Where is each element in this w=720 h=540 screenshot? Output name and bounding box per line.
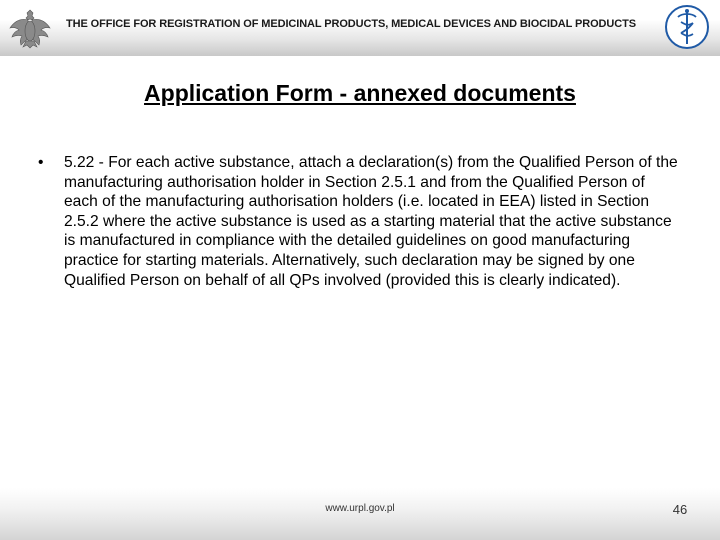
footer-bar: [0, 488, 720, 540]
bullet-dot: •: [38, 154, 44, 171]
polish-eagle-emblem-icon: [6, 4, 54, 52]
slide-title: Application Form - annexed documents: [144, 80, 576, 106]
caduceus-logo-icon: [664, 4, 710, 50]
footer-url: www.urpl.gov.pl: [325, 503, 395, 514]
bullet-text: 5.22 - For each active substance, attach a declaration(s) from the Qualified Person of the manufacturing authorisation holder in Section 2.5.1 and from the Qualified Person of each of the manufacturing authorisation holders (i.e. located in EEA) listed in Section 2.5.2 where the active substance is used as a starting material that the active substance is manufactured in compliance with the detailed guidelines on good manufacturing practice for starting materials. Alternatively, such declaration may be signed by one Qualified Person on behalf of all QPs involved (provided this is clearly indicated).: [64, 154, 678, 289]
bullet-item: [38, 153, 678, 290]
page-number: 46: [672, 502, 688, 517]
header-title: THE OFFICE FOR REGISTRATION OF MEDICINAL PRODUCTS, MEDICAL DEVICES AND BIOCIDAL PRODUCTS: [66, 18, 636, 30]
